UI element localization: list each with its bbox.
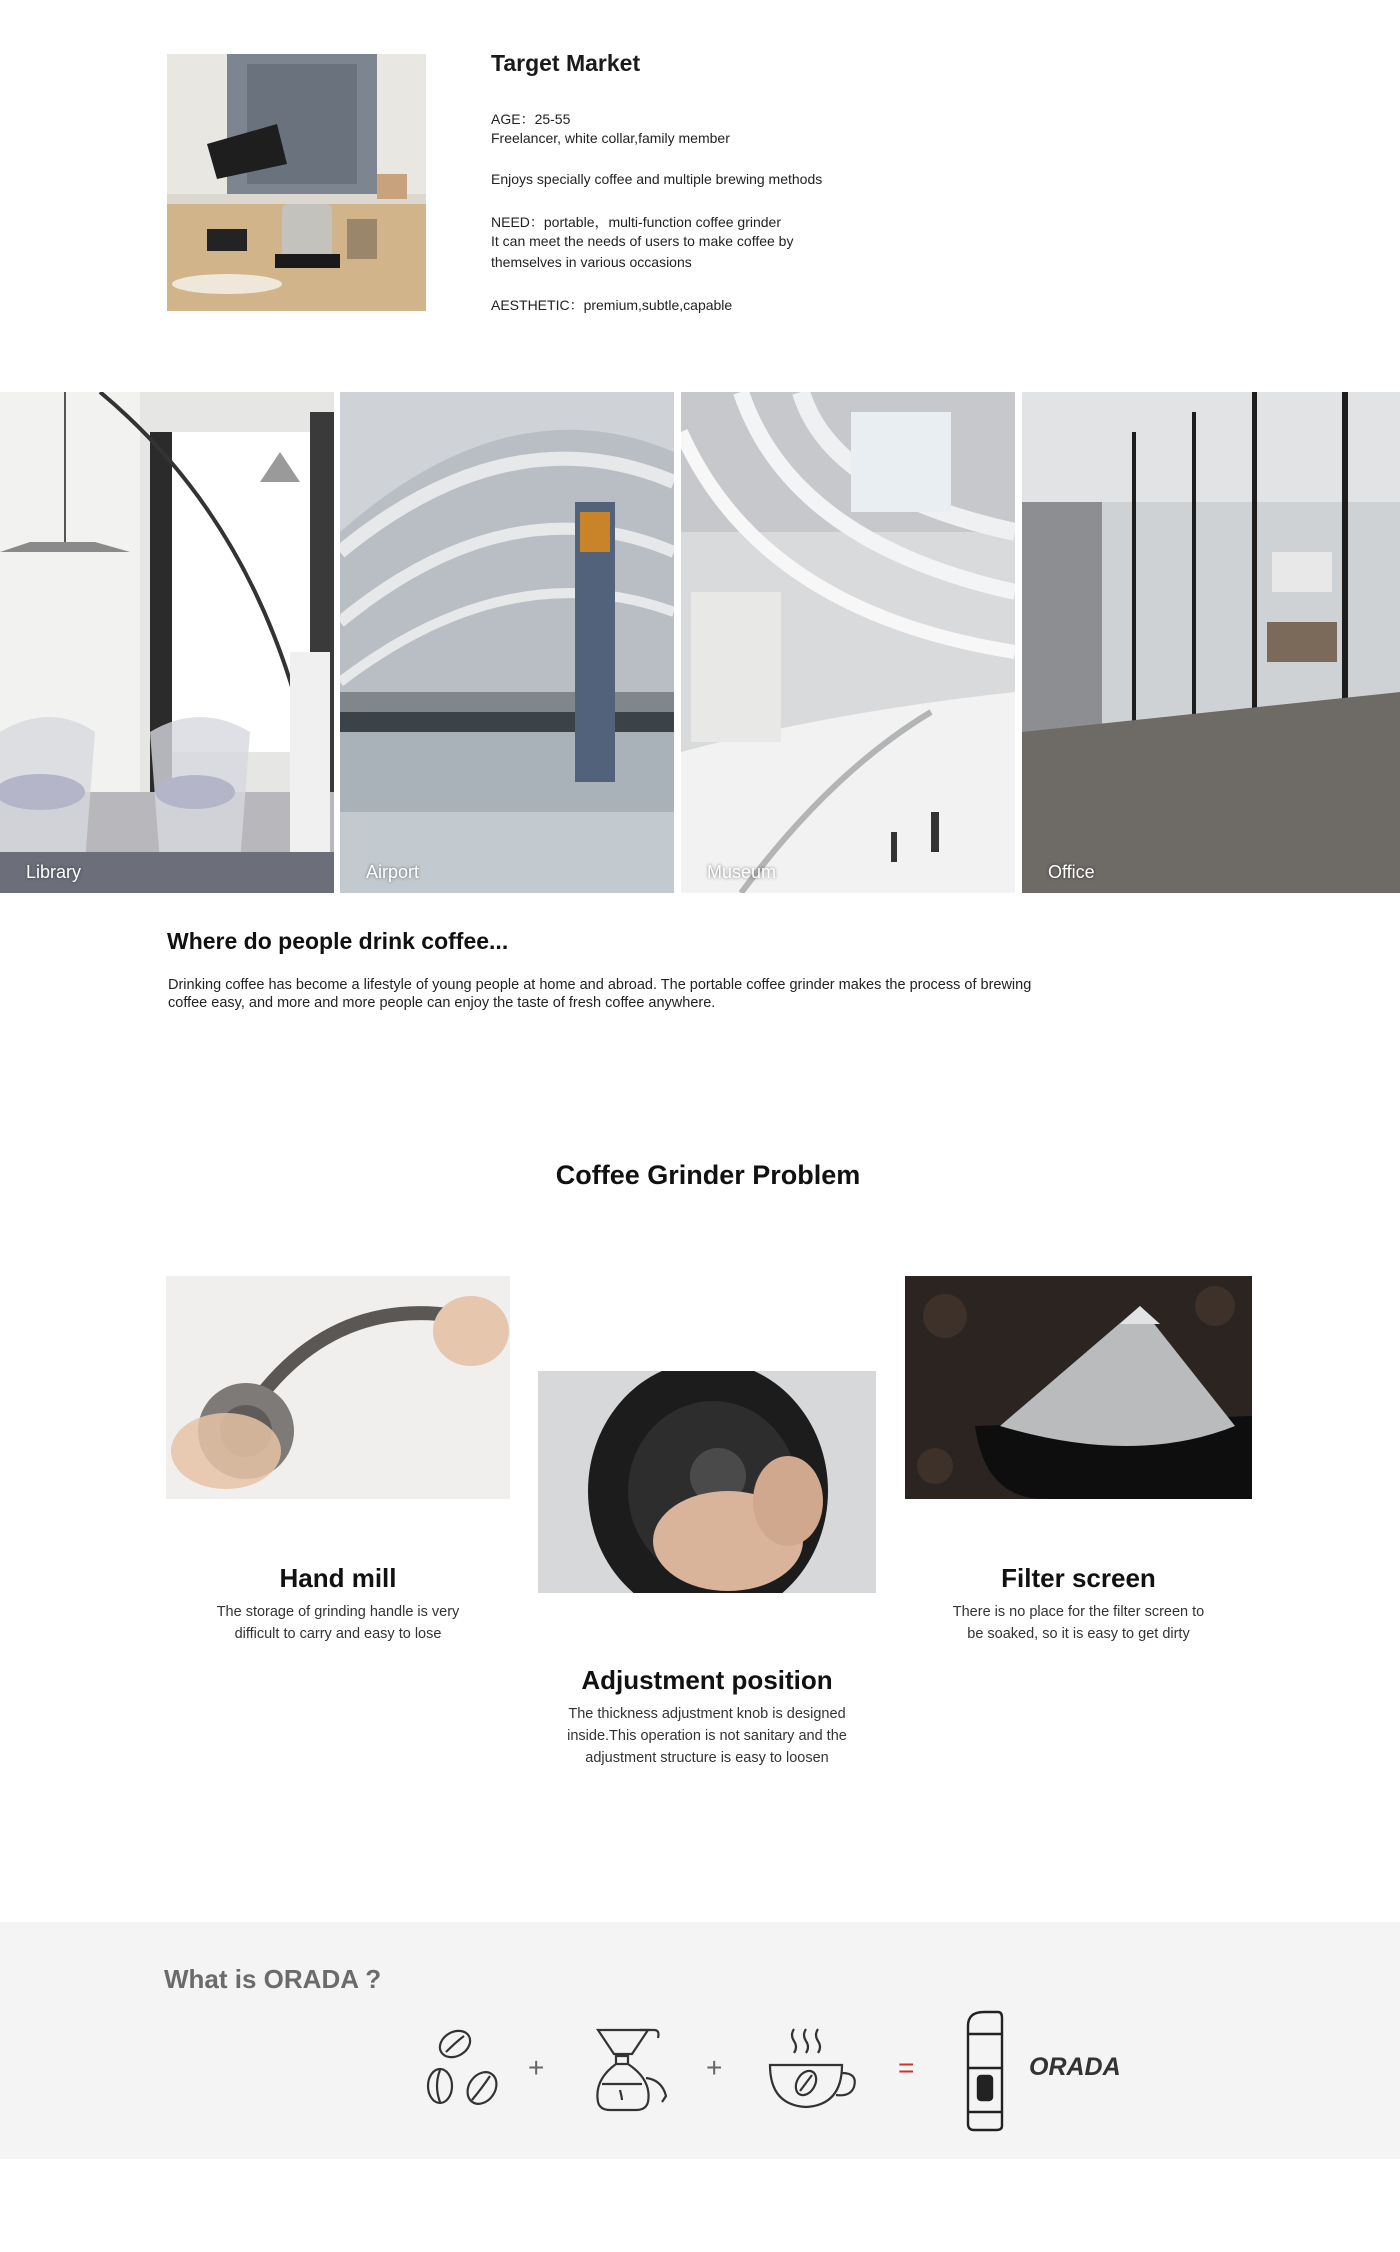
place-label-office: Office: [1048, 862, 1095, 882]
card-desc-hand-mill-2: difficult to carry and easy to lose: [234, 1626, 442, 1642]
target-occupation: Freelancer, white collar,family member: [491, 130, 730, 146]
card-desc-adjustment-2: inside.This operation is not sanitary and the: [567, 1728, 847, 1744]
card-desc-filter-screen-1: There is no place for the filter screen to: [952, 1604, 1205, 1620]
where-text: Drinking coffee has become a lifestyle of young people at home and abroad. The portable coffee grinder makes the process of brewing coffee easy, and more and more people can enjoy the taste of fresh coffee anywhere.: [168, 977, 1032, 1011]
where-title: Where do people drink coffee...: [167, 928, 509, 954]
equals-sign: =: [898, 2052, 915, 2083]
pour-over-kettle-icon: [590, 2024, 672, 2114]
target-need: NEED：portable，multi-function coffee grinder: [491, 214, 781, 230]
grinder-product-icon: [962, 2008, 1008, 2134]
card-title-filter-screen: Filter screen: [1001, 1563, 1156, 1593]
place-label-airport: Airport: [366, 862, 420, 882]
plus-sign-1: +: [528, 2052, 545, 2083]
target-need-detail-1: It can meet the needs of users to make coffee by: [491, 233, 794, 249]
orada-name: ORADA: [1029, 2053, 1121, 2081]
target-enjoys: Enjoys specially coffee and multiple brewing methods: [491, 171, 823, 187]
card-desc-hand-mill-1: The storage of grinding handle is very: [216, 1604, 460, 1620]
problem-title: Coffee Grinder Problem: [555, 1160, 861, 1190]
coffee-beans-icon: [422, 2024, 504, 2112]
airport-photo: [340, 392, 674, 893]
barista-photo: [167, 54, 426, 311]
library-photo: [0, 392, 334, 893]
coffee-cup-icon: [764, 2025, 858, 2115]
card-desc-adjustment-3: adjustment structure is easy to loosen: [585, 1750, 829, 1766]
card-title-adjustment: Adjustment position: [581, 1665, 833, 1695]
orada-question: What is ORADA ?: [164, 1964, 382, 1994]
filter-screen-photo: [905, 1276, 1252, 1499]
card-desc-adjustment-1: The thickness adjustment knob is designed: [568, 1706, 846, 1722]
hand-mill-photo: [166, 1276, 510, 1499]
card-title-hand-mill: Hand mill: [279, 1563, 397, 1593]
target-age: AGE：25-55: [491, 111, 571, 127]
card-desc-filter-screen-2: be soaked, so it is easy to get dirty: [967, 1626, 1190, 1642]
museum-photo: [681, 392, 1015, 893]
target-aesthetic: AESTHETIC：premium,subtle,capable: [491, 297, 733, 313]
place-label-library: Library: [26, 862, 82, 882]
adjustment-photo: [538, 1371, 876, 1593]
orada-band: [0, 1922, 1400, 2159]
target-market-title: Target Market: [491, 50, 641, 76]
office-photo: [1022, 392, 1400, 893]
plus-sign-2: +: [706, 2052, 723, 2083]
place-label-museum: Museum: [707, 862, 777, 882]
target-need-detail-2: themselves in various occasions: [491, 254, 692, 270]
